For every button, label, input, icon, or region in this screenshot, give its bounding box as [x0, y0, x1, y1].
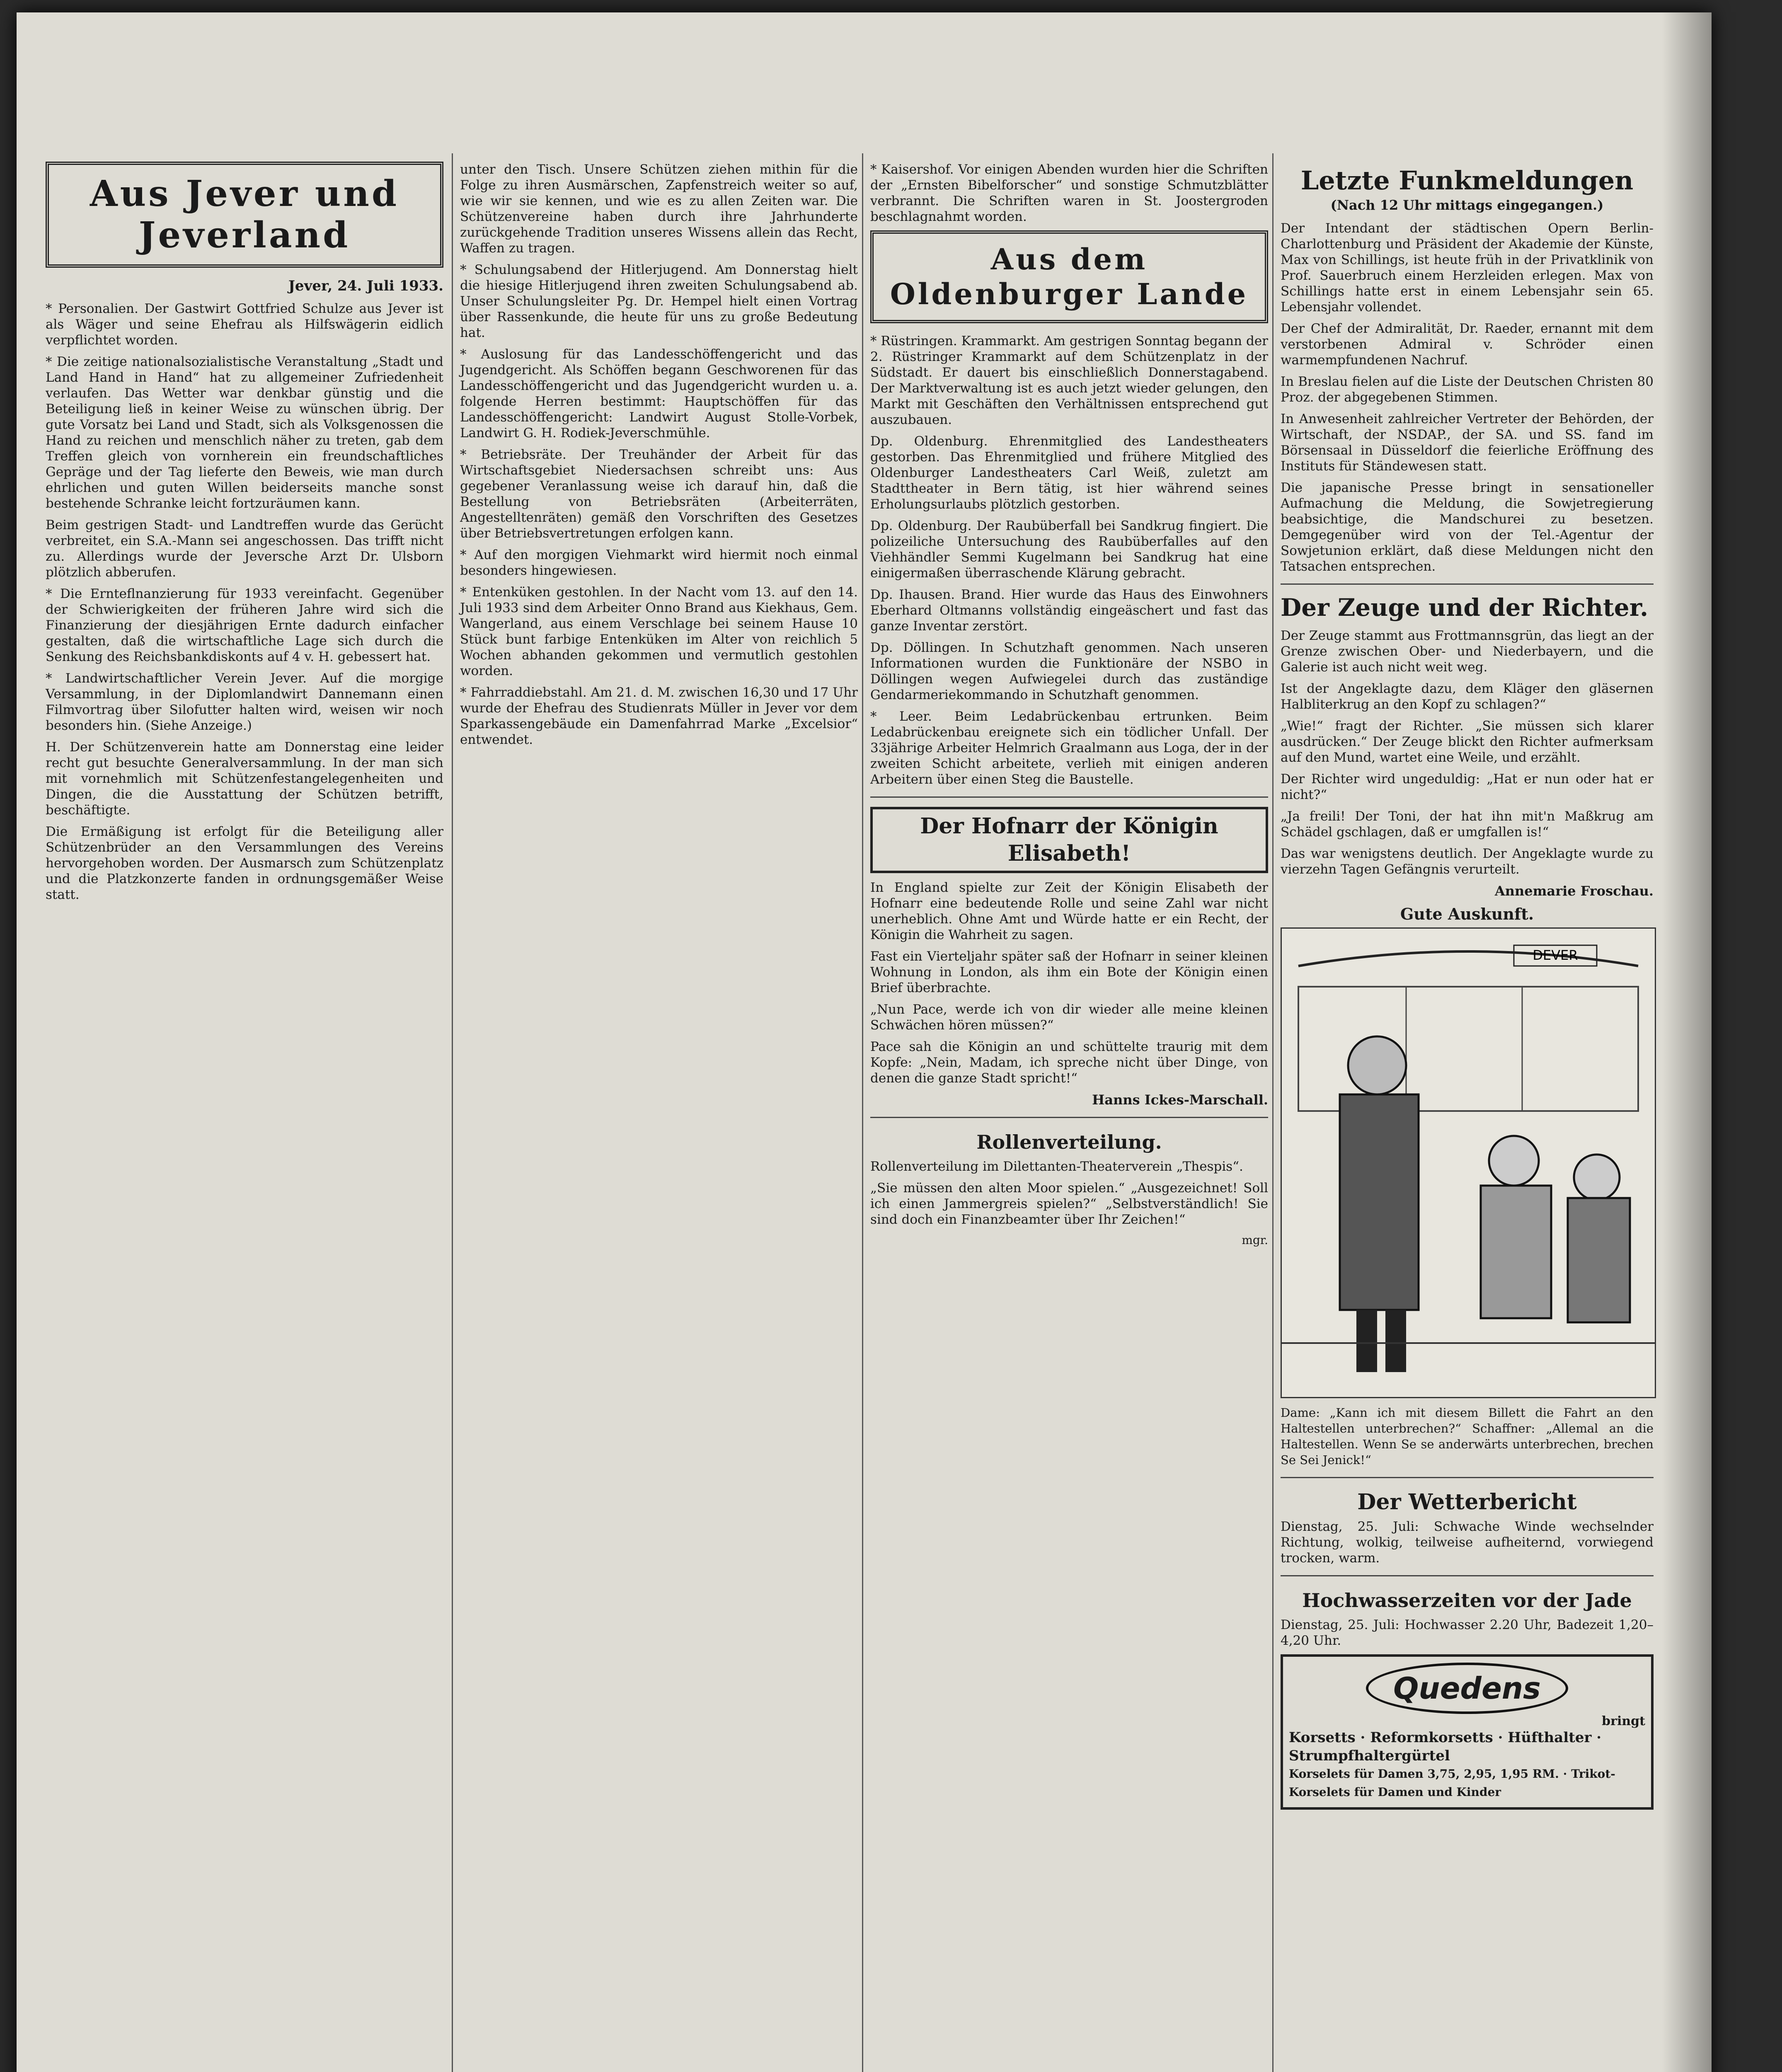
- tram-sign: DEVER: [1533, 947, 1578, 963]
- article-paragraph: Die japanische Presse bringt in sensationeller Aufmachung die Meldung, die Sowjetregierung beabsichtige, die Mandschurei zu besetzen. Demgegenüber wird von der Tel.-Agentur der Sowjetunion erklärt, daß diese Meldungen nicht den Tatsachen entsprechen.: [1281, 480, 1654, 574]
- section-head-jever: [46, 162, 443, 268]
- article-paragraph: Ist der Angeklagte dazu, dem Kläger den gläsernen Halbliterkrug an den Kopf zu schlagen?“: [1281, 681, 1654, 712]
- column-funk: [1281, 162, 1654, 2072]
- article-paragraph: * Auf den morgigen Viehmarkt wird hiermit noch einmal besonders hingewiesen.: [460, 547, 858, 578]
- section-divider: [870, 796, 1268, 798]
- article-paragraph: In Anwesenheit zahlreicher Vertreter der Behörden, der Wirtschaft, der NSDAP., der SA. und SS. fand im Börsensaal in Düsseldorf die feierliche Eröffnung des Instituts für Ständewesen statt.: [1281, 411, 1654, 474]
- tram-cartoon-illustration: [1281, 927, 1656, 1398]
- article-paragraph: Fast ein Vierteljahr später saß der Hofnarr in seiner kleinen Wohnung in London, als ihm ein Bote der Königin einen Brief überbrachte.: [870, 949, 1268, 995]
- article-paragraph: Der Richter wird ungeduldig: „Hat er nun oder hat er nicht?“: [1281, 772, 1654, 802]
- article-paragraph: Pace sah die Königin an und schüttelte traurig mit dem Kopfe: „Nein, Madam, ich spreche nicht über Dinge, von denen die ganze Stadt spricht!“: [870, 1039, 1268, 1086]
- article-paragraph: „Wie!“ fragt der Richter. „Sie müssen sich klarer ausdrücken.“ Der Zeuge blickt den Richter aufmerksam auf den Mund, wartet eine Weile, und erzählt.: [1281, 719, 1654, 765]
- hochwasser-text: Dienstag, 25. Juli: Hochwasser 2.20 Uhr, Badezeit 1,20–4,20 Uhr.: [1281, 1617, 1654, 1648]
- newspaper-page: [17, 12, 1712, 2072]
- zeuge-title: Der Zeuge und der Richter.: [1281, 593, 1649, 622]
- article-paragraph: Der Intendant der städtischen Opern Berlin-Charlottenburg und Präsident der Akademie der Künste, Max von Schillings, ist heute früh in der Privatklinik von Prof. Sauerbruch einem Herzleiden erlegen. Max von Schillings hatte erst in einem Lebensjahr sein 65. Lebensjahr vollendet.: [1281, 221, 1654, 315]
- article-paragraph: * Die Ernteflnanzierung für 1933 vereinfacht. Gegenüber der Schwierigkeiten der früheren Jahre wird sich die Finanzierung der diesjährigen Ernte dadurch einfacher gestalten, daß die wirtschaftliche Lage sich durch die Senkung des Reichsbankdiskonts auf 4 v. H. gebessert hat.: [46, 586, 443, 664]
- article-paragraph: In Breslau fielen auf die Liste der Deutschen Christen 80 Proz. der abgegebenen Stimmen.: [1281, 374, 1654, 405]
- article-paragraph: Dp. Oldenburg. Der Raubüberfall bei Sandkrug fingiert. Die polizeiliche Untersuchung des Raubüberfalles auf den Viehhändler Semmi Kugelmann bei Sandkrug hat eine einigermaßen überraschende Klärung gebracht.: [870, 518, 1268, 581]
- article-paragraph: * Entenküken gestohlen. In der Nacht vom 13. auf den 14. Juli 1933 sind dem Arbeiter Onno Brand aus Kiekhaus, Gem. Wangerland, aus einem Verschlage bei seinem Hause 10 Stück bunt farbige Entenküken im Alter von reichlich 5 Wochen abhanden gekommen und vermutlich gestohlen worden.: [460, 585, 858, 678]
- article-paragraph: In England spielte zur Zeit der Königin Elisabeth der Hofnarr eine bedeutende Rolle und seine Zahl war nicht unerheblich. Ohne Amt und Würde hatte er ein Recht, der Königin die Wahrheit zu sagen.: [870, 880, 1268, 942]
- article-paragraph: * Auslosung für das Landesschöffengericht und das Jugendgericht. Als Schöffen begann Geschworenen für das Landesschöffengericht und das Jugendgericht wurden u. a. folgende Herren bestimmt: Hauptschöffen für das Landesschöffengericht: Landwirt August Stolle-Vorbek, Landwirt G. H. Rodiek-Jeverschmühle.: [460, 347, 858, 441]
- section-title-jever: Aus Jever und Jeverland: [90, 173, 399, 256]
- quedens-logo: Quedens: [1366, 1663, 1568, 1714]
- article-paragraph: Dp. Döllingen. In Schutzhaft genommen. Nach unseren Informationen wurden die Funktionäre der NSBO in Döllingen wegen Aufwiegelei durch das zuständige Gendarmeriekommando in Schutzhaft genommen.: [870, 640, 1268, 702]
- column-rule: [452, 153, 453, 2072]
- ad-tag: bringt: [1602, 1714, 1645, 1728]
- section-divider: [870, 1117, 1268, 1118]
- hofnarr-title: Der Hofnarr der Königin Elisabeth!: [870, 807, 1268, 873]
- article-paragraph: Die Ermäßigung ist erfolgt für die Beteiligung aller Schützenbrüder an den Versammlungen des Vereins hervorgehoben worden. Der Ausmarsch zum Schützenplatz und die Platzkonzerte fanden in ordnungsgemäßer Weise statt.: [46, 824, 443, 902]
- article-paragraph: * Fahrraddiebstahl. Am 21. d. M. zwischen 16,30 und 17 Uhr wurde der Ehefrau des Studienrats Müller in Jever vor dem Sparkassengebäude ein Damenfahrrad Marke „Excelsior“ entwendet.: [460, 685, 858, 747]
- article-paragraph: Beim gestrigen Stadt- und Landtreffen wurde das Gerücht verbreitet, ein S.A.-Mann sei angeschossen. Das trifft nicht zu. Allerdings wurde der Jeversche Arzt Dr. Ulsborn plötzlich abberufen.: [46, 518, 443, 580]
- ad-line: Korsetts · Reformkorsetts · Hüfthalter · Strumpfhaltergürtel: [1289, 1729, 1602, 1764]
- article-paragraph: „Nun Pace, werde ich von dir wieder alle meine kleinen Schwächen hören müssen?“: [870, 1002, 1268, 1033]
- wetter-text: Dienstag, 25. Juli: Schwache Winde wechselnder Richtung, wolkig, teilweise aufheiternd, vorwiegend trocken, warm.: [1281, 1519, 1654, 1566]
- article-paragraph: * Leer. Beim Ledabrückenbau ertrunken. Beim Ledabrückenbau ereignete sich ein tödlicher Unfall. Der 33jährige Arbeiter Helmrich Graalmann aus Loga, der in der zweiten Schicht arbeitete, verlieh mit einigen anderen Arbeitern über einen Steg die Baustelle.: [870, 709, 1268, 787]
- article-paragraph: „Sie müssen den alten Moor spielen.“ „Ausgezeichnet! Soll ich einen Jammergreis spielen?“ „Selbstverständlich! Sie sind doch ein Finanzbeamter über Ihr Zeichen!“: [870, 1181, 1268, 1227]
- funk-subtitle: (Nach 12 Uhr mittags eingegangen.): [1330, 197, 1604, 213]
- column-middle: [460, 162, 858, 2072]
- article-paragraph: H. Der Schützenverein hatte am Donnerstag eine leider recht gut besuchte Generalversammlung. In der man sich mit vornehmlich mit Schützenfestangelegenheiten und Dingen, die die Ausstattung der Schützen betrifft, beschäftigte.: [46, 740, 443, 818]
- article-paragraph: Dp. Oldenburg. Ehrenmitglied des Landestheaters gestorben. Das Ehrenmitglied und frühere Mitglied des Oldenburger Landestheaters Carl Weiß, zuletzt am Stadttheater in Bern tätig, ist hier während seines Erholungsurlaubs plötzlich gestorben.: [870, 434, 1268, 512]
- section-title-oldenburg: Aus dem Oldenburger Lande: [890, 242, 1249, 311]
- section-divider: [1281, 583, 1654, 585]
- column-jever: [46, 162, 443, 2072]
- article-paragraph: * Landwirtschaftlicher Verein Jever. Auf die morgige Versammlung, in der Diplomlandwirt Dannemann einen Filmvortrag über Silofutter halten wird, weisen wir noch besonders hin. (Siehe Anzeige.): [46, 671, 443, 733]
- page-edge-shadow: [1662, 12, 1712, 2072]
- section-head-oldenburg: [870, 230, 1268, 323]
- funk-title: Letzte Funkmeldungen: [1300, 165, 1634, 196]
- ad-line: Korselets für Damen 3,75, 2,95, 1,95 RM. · Trikot-Korselets für Damen und Kinder: [1289, 1767, 1615, 1799]
- dateline: Jever, 24. Juli 1933.: [288, 278, 443, 294]
- column-oldenburg: [870, 162, 1268, 2072]
- hofnarr-author: Hanns Ickes-Marschall.: [1092, 1092, 1268, 1108]
- article-paragraph: Dp. Ihausen. Brand. Hier wurde das Haus des Einwohners Eberhard Oltmanns vollständig eingeäschert und fast das ganze Inventar zerstört.: [870, 587, 1268, 634]
- quedens-advertisement: [1281, 1654, 1654, 1810]
- article-paragraph: * Kaisershof. Vor einigen Abenden wurden hier die Schriften der „Ernsten Bibelforscher“ und sonstige Schmutzblätter verbrannt. Die Schriften waren in St. Joostergroden beschlagnahmt worden.: [870, 162, 1268, 224]
- zeuge-author: Annemarie Froschau.: [1494, 883, 1654, 899]
- article-paragraph: * Schulungsabend der Hitlerjugend. Am Donnerstag hielt die hiesige Hitlerjugend ihren zweiten Schulungsabend ab. Unser Schulungsleiter Pg. Dr. Hempel hielt einen Vortrag über Rassenkunde, die heute für uns zu große Bedeutung hat.: [460, 262, 858, 340]
- article-paragraph: Rollenverteilung im Dilettanten-Theaterverein „Thespis“.: [870, 1159, 1243, 1174]
- section-divider: [1281, 1477, 1654, 1478]
- rollen-title: Rollenverteilung.: [976, 1131, 1162, 1153]
- article-paragraph: * Die zeitige nationalsozialistische Veranstaltung „Stadt und Land Hand in Hand“ hat zu allgemeiner Zufriedenheit verlaufen. Das Wetter war denkbar günstig und die Beteiligung ließ in keiner Weise zu wünschen übrig. Der gute Vorsatz bei Land und Stadt, sich als Volksgenossen die Hand zu reichen und menschlich näher zu treten, gab dem Treffen gleich von vornherein ein freundschaftliches Gepräge und der Tag lieferte den Beweis, wie man durch ehrlichen und guten Willen beiderseits manche sonst bestehende Schranke leicht fortzuräumen kann.: [46, 354, 443, 511]
- rollen-signature: mgr.: [1242, 1233, 1268, 1247]
- hochwasser-title: Hochwasserzeiten vor der Jade: [1302, 1589, 1632, 1612]
- column-rule: [1272, 153, 1274, 2072]
- article-paragraph: * Betriebsräte. Der Treuhänder der Arbeit für das Wirtschaftsgebiet Niedersachsen schreibt uns: Aus gegebener Veranlassung weise ich darauf hin, daß die Bestellung von Betriebsräten (Arbeiterräten, Angestelltenräten) gemäß den Vorschriften des Gesetzes über Betriebsvertretungen erfolgen kann.: [460, 447, 858, 541]
- article-paragraph: Der Chef der Admiralität, Dr. Raeder, ernannt mit dem verstorbenen Admiral v. Schröder einen warmempfundenen Nachruf.: [1281, 321, 1654, 368]
- wetter-title: Der Wetterbericht: [1357, 1489, 1577, 1515]
- article-paragraph: * Personalien. Der Gastwirt Gottfried Schulze aus Jever ist als Wäger und seine Ehefrau als Hilfswägerin eidlich verpflichtet worden.: [46, 301, 443, 348]
- cartoon-title: Gute Auskunft.: [1400, 905, 1534, 923]
- article-paragraph: unter den Tisch. Unsere Schützen ziehen mithin für die Folge zu ihren Ausmärschen, Zapfenstreich weiter so auf, wie wir sie kennen, und wie es zu allen Zeiten war. Die Schützenvereine haben durch ihre Jahrhunderte zurückgehende Tradition unseres Wissens allein das Recht, Waffen zu tragen.: [460, 162, 858, 256]
- article-paragraph: Das war wenigstens deutlich. Der Angeklagte wurde zu vierzehn Tagen Gefängnis verurteilt.: [1281, 846, 1654, 877]
- article-paragraph: Der Zeuge stammt aus Frottmannsgrün, das liegt an der Grenze zwischen Ober- und Niederbayern, und die Galerie ist auch nicht weit weg.: [1281, 628, 1654, 675]
- column-rule: [862, 153, 863, 2072]
- section-divider: [1281, 1575, 1654, 1576]
- article-paragraph: „Ja freili! Der Toni, der hat ihn mit'n Maßkrug am Schädel gschlagen, daß er umgfallen is!“: [1281, 809, 1654, 840]
- article-paragraph: * Rüstringen. Krammarkt. Am gestrigen Sonntag begann der 2. Rüstringer Krammarkt auf dem Schützenplatz in der Südstadt. Er dauert bis einschließlich Donnerstagabend. Der Marktverwaltung ist es auch jetzt wieder gelungen, den Markt mit Geschäften den Verhältnissen entsprechend gut auszubauen.: [870, 334, 1268, 427]
- cartoon-caption: Dame: „Kann ich mit diesem Billett die Fahrt an den Haltestellen unterbrechen?“ Schaffner: „Allemal an die Haltestellen. Wenn Se se anderwärts unterbrechen, brechen Se Sei Jenick!“: [1281, 1406, 1654, 1467]
